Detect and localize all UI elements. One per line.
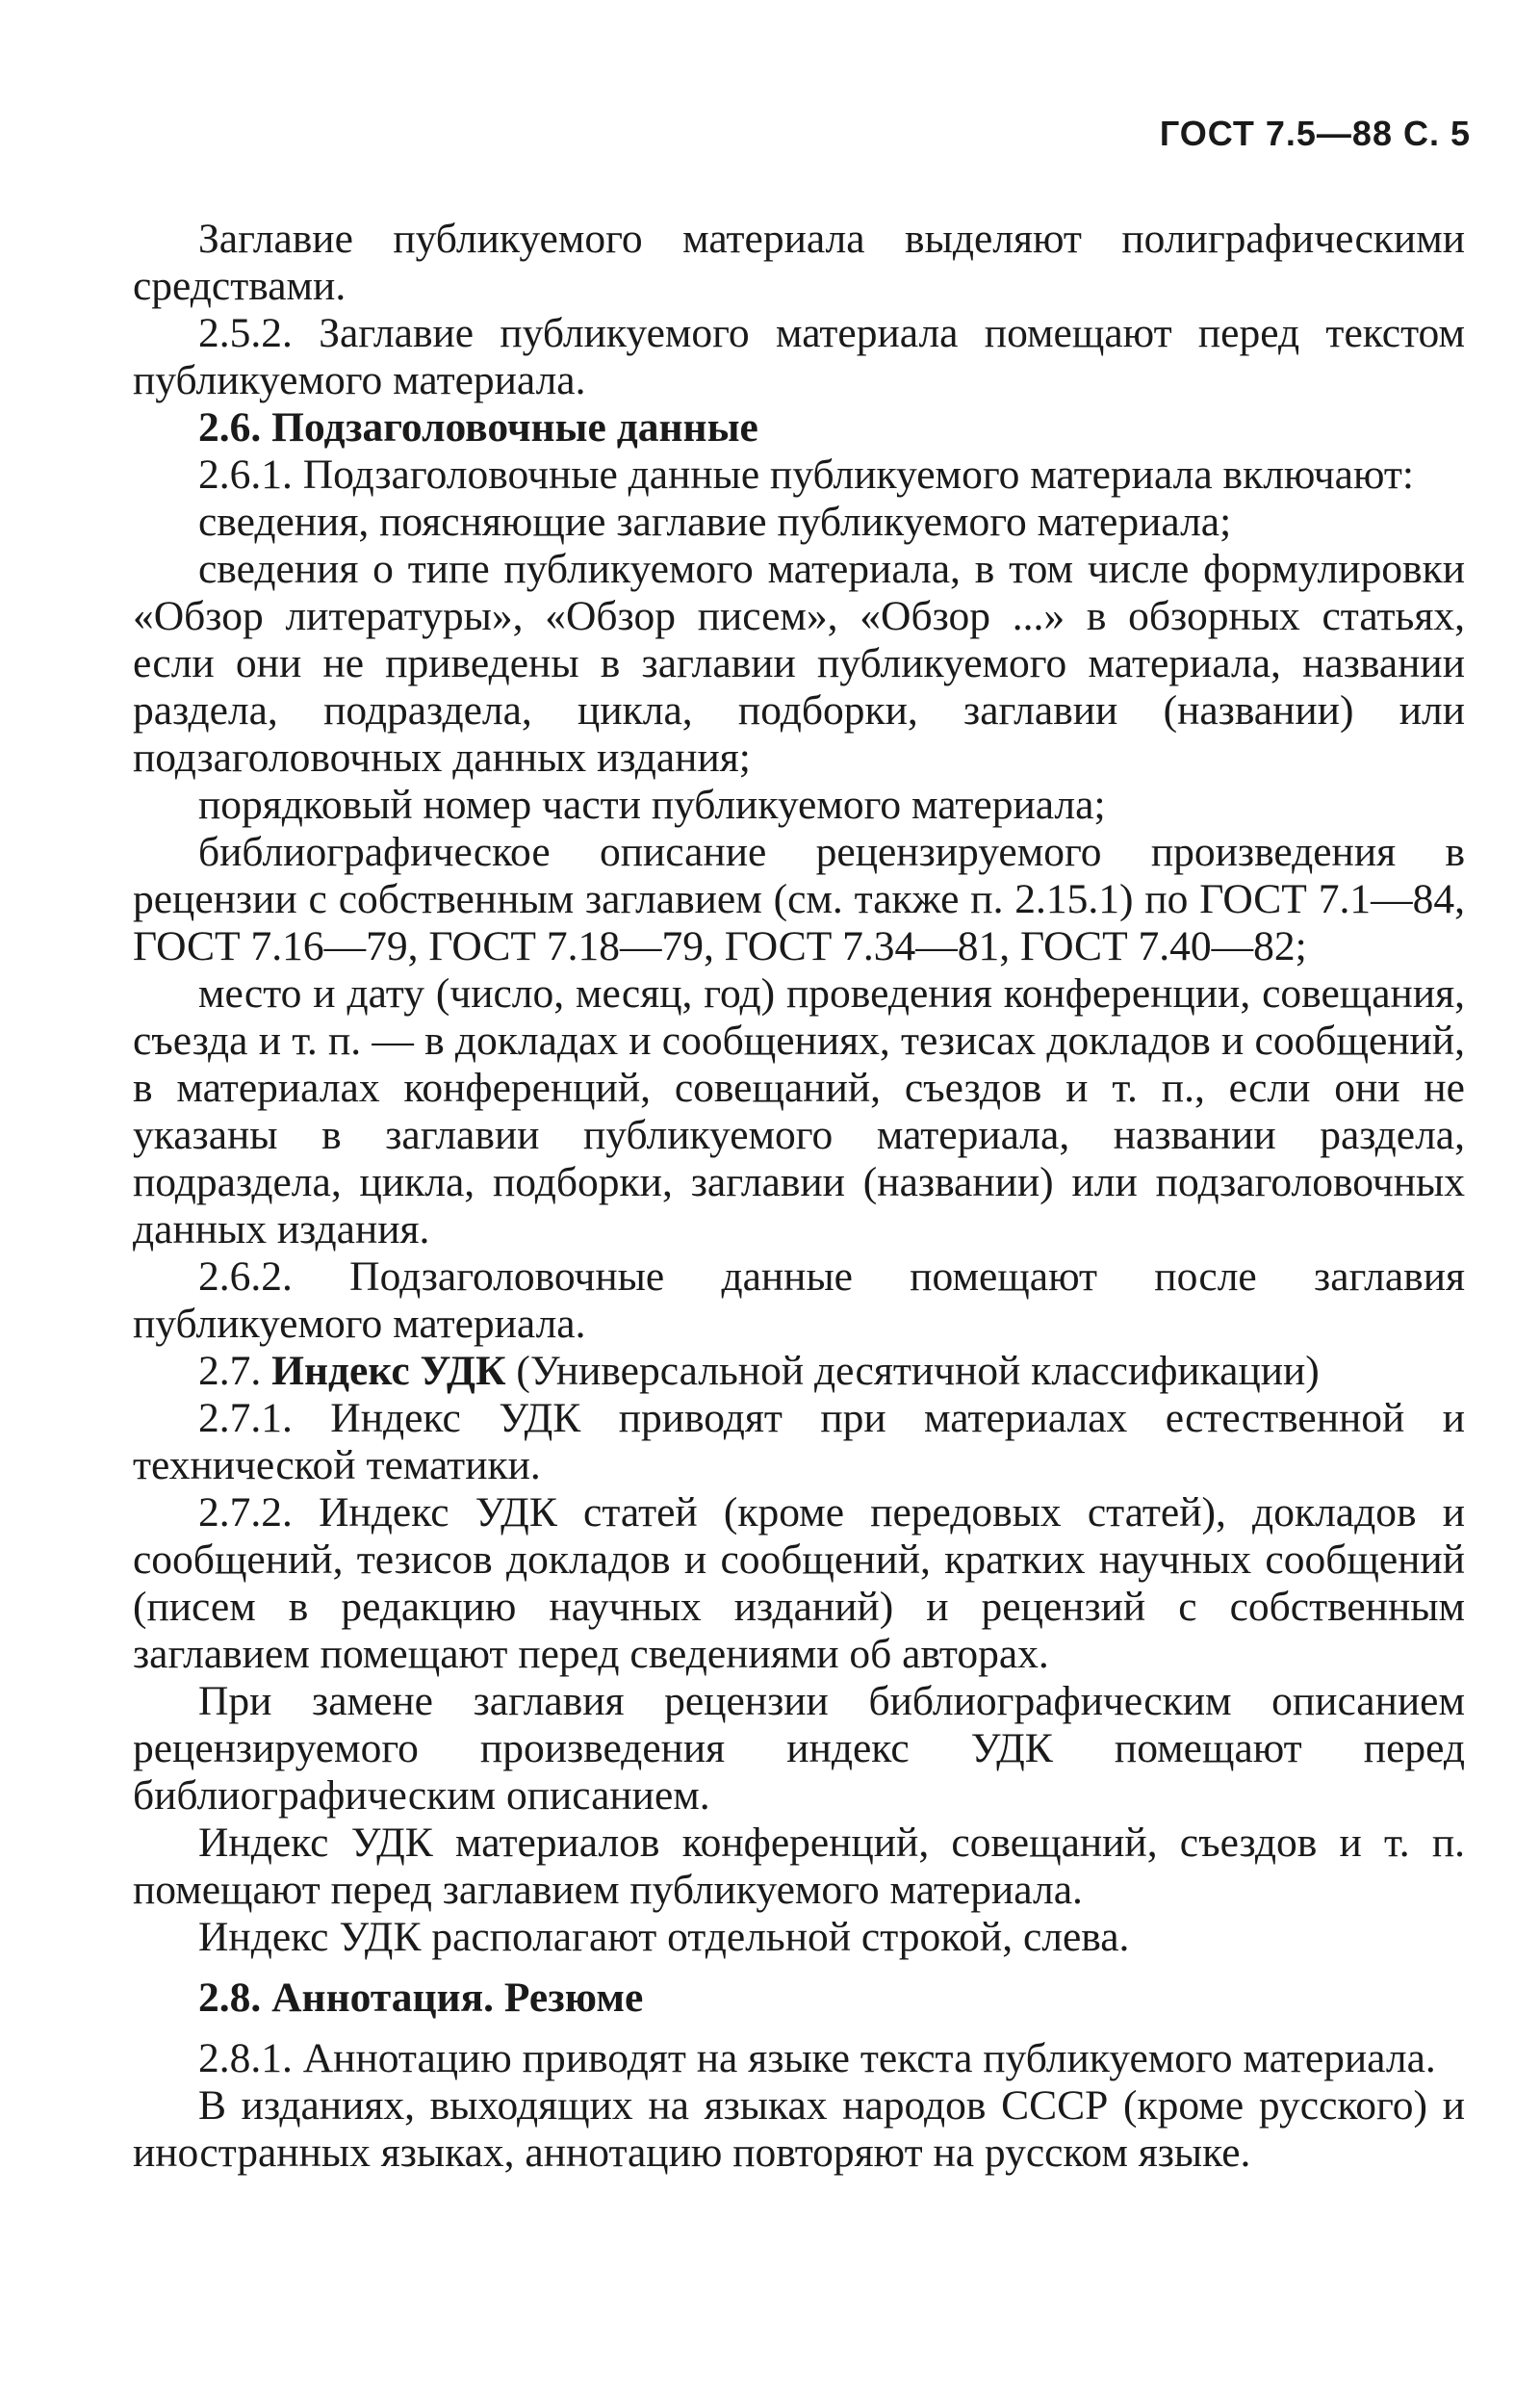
paragraph: 2.5.2. Заглавие публикуемого материала помещают перед текстом публикуемого материала.	[133, 310, 1465, 403]
list-item: сведения о типе публикуемого материала, в том числе формулировки «Обзор литературы», «Обзор писем», «Обзор ...» в обзорных статьях, если они не приведены в заглавии публикуемого материала, названии раздела, подраздела, цикла, подборки, заглавии (названии) или подзаголовочных данных издания;	[133, 546, 1465, 781]
running-header: ГОСТ 7.5—88 С. 5	[1159, 114, 1471, 153]
paragraph: 2.7.1. Индекс УДК приводят при материалах естественной и технической тематики.	[133, 1395, 1465, 1488]
section-heading: 2.8. Аннотация. Резюме	[198, 1975, 644, 2021]
paragraph: 2.8.1. Аннотацию приводят на языке текста публикуемого материала.	[198, 2035, 1436, 2081]
list-item: сведения, поясняющие заглавие публикуемого материала;	[198, 499, 1232, 545]
paragraph: Индекс УДК материалов конференций, совещаний, съездов и т. п. помещают перед заглавием публикуемого материала.	[133, 1820, 1465, 1913]
paragraph: Заглавие публикуемого материала выделяют полиграфическими средствами.	[133, 216, 1465, 309]
paragraph: 2.6.1. Подзаголовочные данные публикуемого материала включают:	[198, 452, 1414, 498]
paragraph: В изданиях, выходящих на языках народов СССР (кроме русского) и иностранных языках, аннотацию повторяют на русском языке.	[133, 2082, 1465, 2176]
heading-rest: (Универсальной десятичной классификации)	[505, 1348, 1320, 1394]
paragraph: 2.7.2. Индекс УДК статей (кроме передовых статей), докладов и сообщений, тезисов докладов и сообщений, кратких научных сообщений (писем в редакцию научных изданий) и рецензий с собственным заглавием помещают перед сведениями об авторах.	[133, 1489, 1465, 1677]
heading-number: 2.7.	[198, 1348, 272, 1394]
list-item: место и дату (число, месяц, год) проведения конференции, совещания, съезда и т. п. — в докладах и сообщениях, тезисах докладов и сообщений, в материалах конференций, совещаний, съездов и т. п., если они не указаны в заглавии публикуемого материала, названии раздела, подраздела, цикла, подборки, заглавии (названии) или подзаголовочных данных издания.	[133, 970, 1465, 1252]
list-item: библиографическое описание рецензируемого произведения в рецензии с собственным заглавием (см. также п. 2.15.1) по ГОСТ 7.1—84, ГОСТ 7.16—79, ГОСТ 7.18—79, ГОСТ 7.34—81, ГОСТ 7.40—82;	[133, 829, 1465, 969]
paragraph: Индекс УДК располагают отдельной строкой, слева.	[198, 1914, 1130, 1960]
section-heading	[133, 1348, 1465, 1395]
document-body	[133, 216, 1465, 2177]
heading-bold-term: Индекс УДК	[271, 1348, 506, 1394]
list-item: порядковый номер части публикуемого материала;	[198, 782, 1106, 828]
paragraph: При замене заглавия рецензии библиографическим описанием рецензируемого произведения индекс УДК помещают перед библиографическим описанием.	[133, 1678, 1465, 1819]
paragraph: 2.6.2. Подзаголовочные данные помещают после заглавия публикуемого материала.	[133, 1253, 1465, 1347]
section-heading: 2.6. Подзаголовочные данные	[198, 404, 758, 451]
